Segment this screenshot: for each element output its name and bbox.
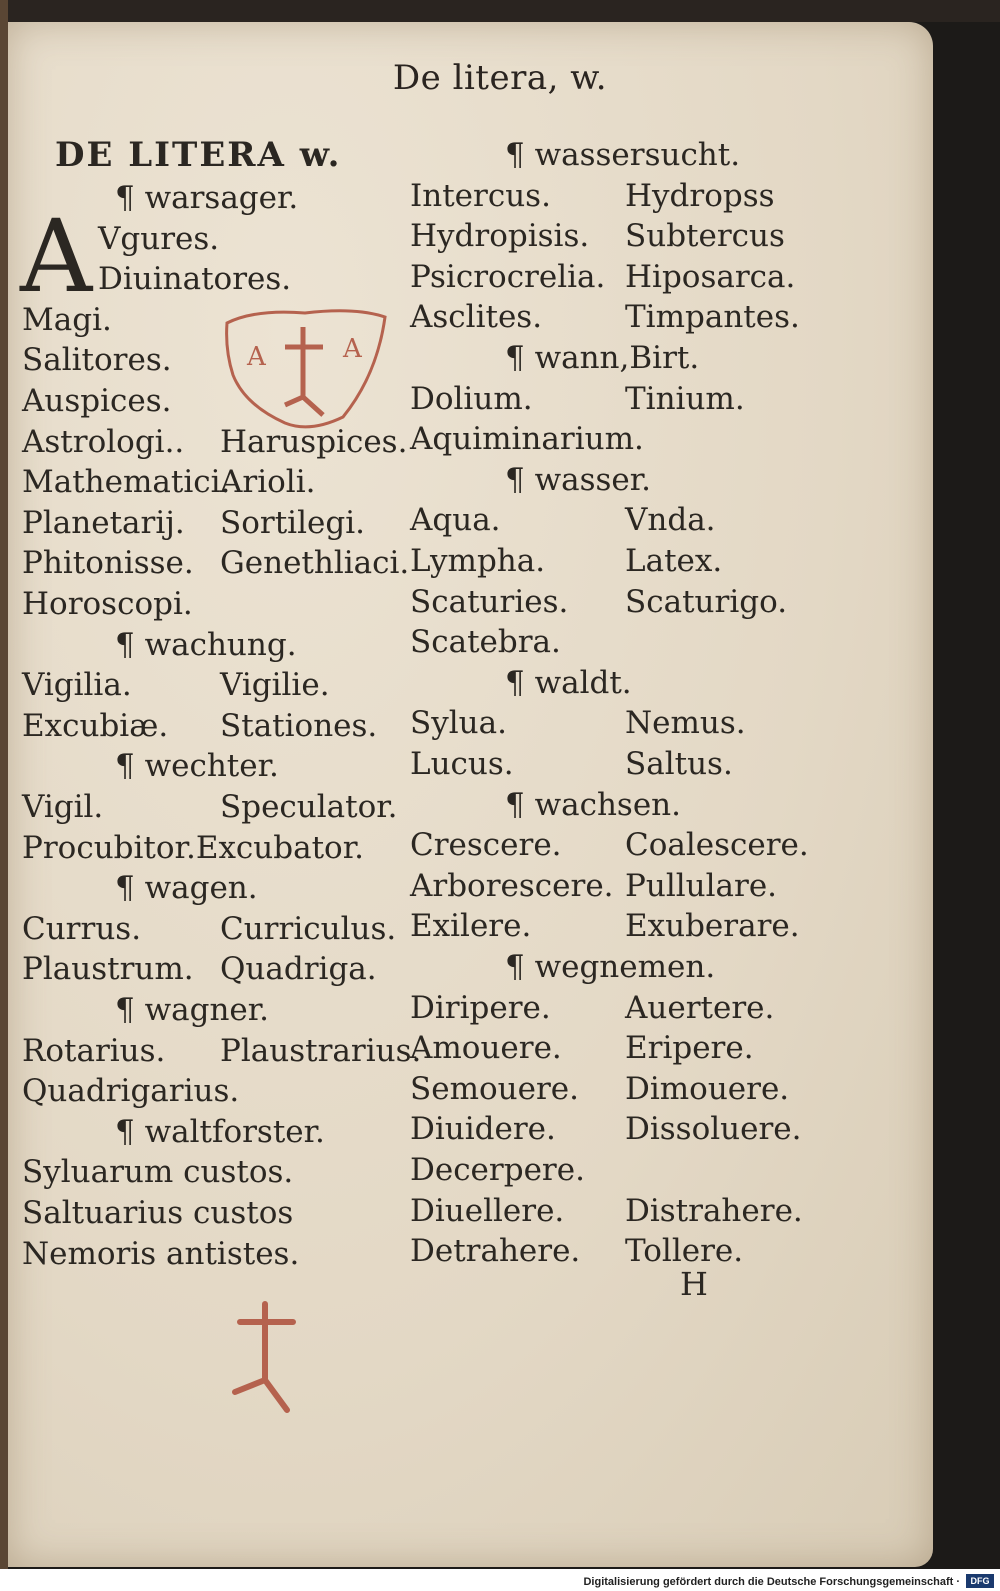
latin-term: Arioli.	[220, 464, 316, 501]
latin-term: Excubiæ.	[22, 707, 169, 744]
catchword: H	[680, 1265, 708, 1303]
latin-term: Horoscopi.	[22, 586, 193, 622]
latin-term: Semouere.	[410, 1070, 579, 1107]
latin-term: Pullulare.	[625, 867, 778, 904]
latin-term: Exuberare.	[625, 908, 800, 945]
latin-term: Asclites.	[410, 299, 543, 336]
latin-term: Latex.	[625, 543, 723, 579]
latin-term: Dissoluere.	[625, 1111, 802, 1148]
latin-term: Vigilia.	[22, 667, 132, 704]
latin-term: Tinium.	[625, 380, 745, 417]
latin-term: Subtercus	[625, 218, 785, 255]
latin-term: Stationes.	[220, 707, 378, 744]
vernacular-heading: ¶ wann,Birt.	[505, 340, 700, 376]
decorated-initial: A	[20, 198, 93, 315]
latin-term: Crescere.	[410, 827, 562, 864]
vernacular-heading: ¶ wagen.	[115, 870, 258, 907]
latin-term: Auspices.	[22, 383, 172, 419]
latin-term: Magi.	[22, 301, 112, 338]
vernacular-heading: ¶ wachsen.	[505, 786, 681, 823]
section-heading: DE LITERA w.	[55, 135, 342, 175]
latin-term: Decerpere.	[410, 1152, 585, 1188]
vernacular-heading: ¶ wassersucht.	[505, 137, 741, 173]
latin-term: Amouere.	[410, 1030, 562, 1067]
latin-term: Planetarij.	[22, 504, 185, 541]
latin-term: Hydropss	[625, 177, 775, 214]
latin-term: Intercus.	[410, 177, 551, 214]
latin-term: Speculator.	[220, 789, 398, 825]
latin-term: Saltus.	[625, 746, 733, 782]
latin-term: Hydropisis.	[410, 218, 590, 255]
latin-term: Dolium.	[410, 380, 533, 417]
latin-term: Psicrocrelia.	[410, 258, 606, 295]
latin-term: Curriculus.	[220, 910, 397, 947]
latin-term: Diuinatores.	[98, 261, 292, 298]
latin-term: Lympha.	[410, 543, 546, 579]
latin-term: Currus.	[22, 910, 142, 947]
latin-term: Scaturigo.	[625, 583, 788, 620]
latin-term: Aqua.	[410, 502, 501, 539]
latin-term: Diuellere.	[410, 1192, 565, 1229]
latin-term: Distrahere.	[625, 1192, 803, 1229]
footer-credit-text: Digitalisierung gefördert durch die Deutsche Forschungsgemeinschaft ·	[583, 1576, 960, 1588]
vernacular-heading: ¶ wagner.	[115, 992, 270, 1028]
latin-term: Phitonisse.	[22, 545, 194, 582]
latin-term: Syluarum custos.	[22, 1154, 294, 1191]
stamp-letter-right: A	[343, 334, 362, 364]
latin-term: Haruspices.	[220, 423, 408, 460]
digitization-footer	[0, 1569, 1000, 1591]
latin-term: Nemus.	[625, 705, 746, 742]
vernacular-heading: ¶ wasser.	[505, 461, 652, 498]
latin-term: Plaustrum.	[22, 951, 194, 988]
owner-cross-mark	[225, 1300, 305, 1420]
latin-term: Exilere.	[410, 908, 532, 945]
latin-term: Tollere.	[625, 1233, 744, 1270]
latin-term: Aquiminarium.	[410, 421, 644, 458]
latin-term: Sylua.	[410, 705, 507, 742]
latin-term: Vgures.	[98, 220, 220, 257]
latin-term: Hiposarca.	[625, 258, 796, 295]
latin-term: Saltuarius custos	[22, 1195, 294, 1231]
owner-stamp-mark	[215, 305, 390, 435]
latin-term: Vigil.	[22, 789, 104, 825]
latin-term: Nemoris antistes.	[22, 1235, 300, 1272]
latin-term: Vigilie.	[220, 667, 330, 704]
latin-term: Diripere.	[410, 989, 551, 1026]
latin-term: Mathematici.	[22, 464, 231, 501]
latin-term: Sortilegi.	[220, 504, 365, 541]
latin-term: Detrahere.	[410, 1233, 581, 1270]
vernacular-heading: ¶ waltforster.	[115, 1113, 325, 1150]
latin-term: Vnda.	[625, 502, 716, 539]
latin-term: Scaturies.	[410, 583, 569, 620]
stamp-letter-left: A	[247, 342, 266, 372]
running-head: De litera, w.	[392, 58, 608, 98]
latin-term: Quadriga.	[220, 951, 377, 988]
latin-term: Eripere.	[625, 1030, 754, 1067]
vernacular-heading: ¶ wegnemen.	[505, 949, 716, 985]
latin-term: Quadrigarius.	[22, 1073, 240, 1110]
dfg-logo: DFG	[966, 1574, 994, 1588]
latin-term: Scatebra.	[410, 624, 561, 661]
latin-term: Salitores.	[22, 342, 172, 379]
latin-term: Diuidere.	[410, 1111, 556, 1148]
latin-term: Genethliaci.	[220, 545, 410, 582]
latin-term: Procubitor.Excubator.	[22, 829, 364, 866]
latin-term: Lucus.	[410, 746, 514, 782]
latin-term: Plaustrarius.	[220, 1032, 422, 1069]
vernacular-heading: ¶ wachung.	[115, 626, 297, 663]
latin-term: Rotarius.	[22, 1032, 166, 1069]
vernacular-heading: ¶ waldt.	[505, 664, 632, 701]
latin-term: Auertere.	[625, 989, 775, 1026]
latin-term: Arborescere.	[410, 867, 614, 904]
latin-term: Timpantes.	[625, 299, 800, 336]
latin-term: Dimouere.	[625, 1070, 790, 1107]
latin-term: Coalescere.	[625, 827, 809, 864]
book-spine-edge	[0, 0, 8, 1591]
vernacular-heading: ¶ warsager.	[115, 180, 299, 216]
latin-term: Astrologi..	[22, 423, 185, 460]
page-top-edge	[0, 0, 1000, 22]
vernacular-heading: ¶ wechter.	[115, 748, 279, 785]
